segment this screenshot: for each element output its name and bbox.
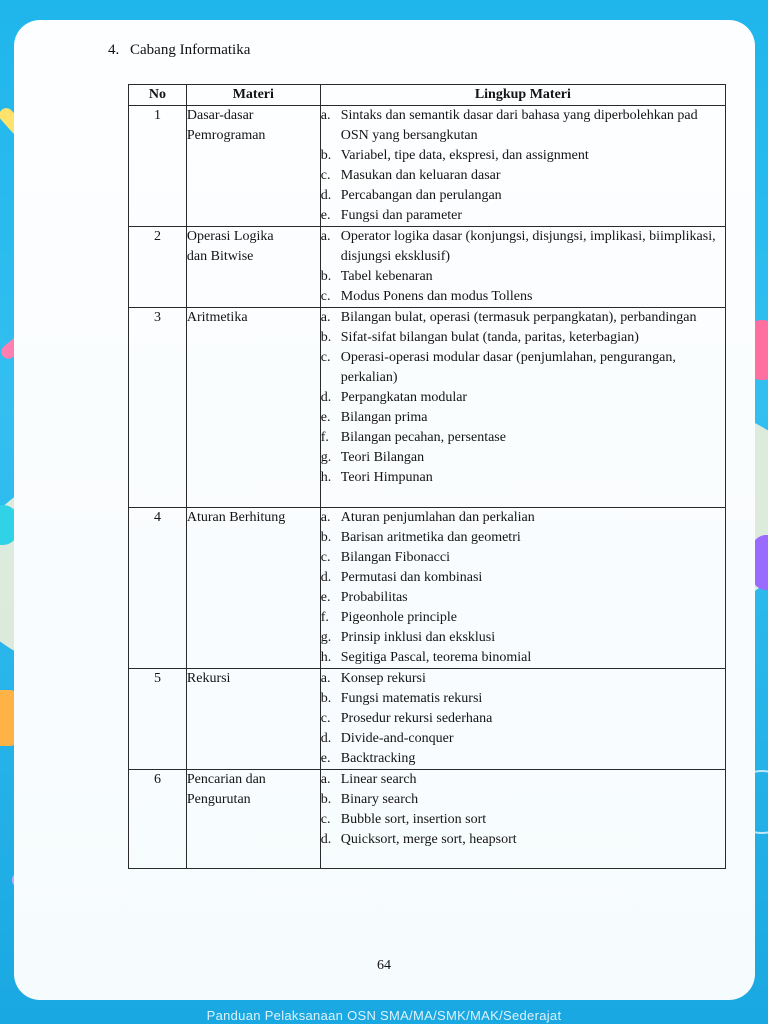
row-number: 6 — [129, 770, 187, 869]
list-text: Sifat-sifat bilangan bulat (tanda, paritas, keterbagian) — [340, 330, 639, 345]
materi-line: dan Bitwise — [186, 249, 254, 264]
table-row — [129, 770, 726, 869]
materi-cell — [186, 669, 320, 770]
materi-cell — [186, 106, 320, 227]
materi-line: Pemrograman — [186, 128, 266, 143]
materi-line: Operasi Logika — [186, 229, 274, 244]
footer-text: Panduan Pelaksanaan OSN SMA/MA/SMK/MAK/Sederajat — [206, 1008, 562, 1023]
scope-list — [321, 308, 725, 488]
list-letter: d. — [320, 570, 332, 585]
list-letter: e. — [320, 751, 331, 766]
section-number: 4. — [108, 42, 120, 58]
list-item — [321, 770, 725, 790]
list-letter: b. — [320, 792, 332, 807]
list-item — [321, 608, 725, 628]
table-header-row — [129, 85, 726, 106]
list-text: Masukan dan keluaran dasar — [340, 168, 501, 183]
scope-list — [321, 508, 725, 668]
list-letter: c. — [320, 550, 331, 565]
materi-line: Pengurutan — [186, 792, 251, 807]
list-item — [321, 206, 725, 226]
row-number: 5 — [129, 669, 187, 770]
lingkup-cell — [320, 308, 725, 508]
list-text: Bilangan Fibonacci — [340, 550, 451, 565]
list-text: Perpangkatan modular — [340, 390, 468, 405]
materi-line: Dasar-dasar — [186, 108, 254, 123]
list-letter: d. — [320, 731, 332, 746]
list-text: Permutasi dan kombinasi — [340, 570, 483, 585]
list-text: Quicksort, merge sort, heapsort — [340, 832, 517, 847]
page-number: 64 — [377, 958, 391, 973]
table-row — [129, 508, 726, 669]
list-text: Bilangan prima — [340, 410, 428, 425]
scope-list — [321, 770, 725, 850]
list-letter: a. — [320, 772, 331, 787]
list-item — [321, 548, 725, 568]
list-letter: a. — [320, 310, 331, 325]
list-letter: h. — [320, 470, 332, 485]
list-item — [321, 628, 725, 648]
list-letter: c. — [320, 711, 331, 726]
syllabus-table — [128, 84, 726, 869]
header-no: No — [129, 85, 187, 106]
list-text: Prosedur rekursi sederhana — [340, 711, 493, 726]
list-letter: e. — [320, 208, 331, 223]
list-text: Variabel, tipe data, ekspresi, dan assignment — [340, 148, 589, 163]
row-number: 2 — [129, 227, 187, 308]
list-letter: a. — [320, 229, 331, 244]
list-text: Operator logika dasar (konjungsi, disjungsi, implikasi, biimplikasi, disjungsi eksklusif) — [340, 229, 716, 264]
scope-list — [321, 106, 725, 226]
materi-line: Rekursi — [186, 671, 231, 686]
list-text: Prinsip inklusi dan eksklusi — [340, 630, 496, 645]
list-text: Fungsi matematis rekursi — [340, 691, 483, 706]
list-letter: b. — [320, 691, 332, 706]
list-item — [321, 528, 725, 548]
section-heading — [108, 42, 250, 59]
list-letter: f. — [320, 610, 329, 625]
table-row — [129, 308, 726, 508]
list-text: Tabel kebenaran — [340, 269, 433, 284]
list-item — [321, 186, 725, 206]
table-row — [129, 106, 726, 227]
list-item — [321, 348, 725, 388]
table-body — [129, 106, 726, 869]
list-letter: d. — [320, 390, 332, 405]
list-item — [321, 388, 725, 408]
list-item — [321, 428, 725, 448]
list-text: Bilangan bulat, operasi (termasuk perpangkatan), perbandingan — [340, 310, 697, 325]
list-item — [321, 146, 725, 166]
list-text: Sintaks dan semantik dasar dari bahasa yang diperbolehkan pad OSN yang bersangkutan — [340, 108, 698, 143]
list-item — [321, 830, 725, 850]
list-text: Linear search — [340, 772, 417, 787]
list-item — [321, 328, 725, 348]
list-item — [321, 648, 725, 668]
list-item — [321, 810, 725, 830]
lingkup-cell — [320, 770, 725, 869]
list-letter: h. — [320, 650, 332, 665]
list-letter: c. — [320, 168, 331, 183]
list-text: Konsep rekursi — [340, 671, 426, 686]
list-letter: e. — [320, 590, 331, 605]
materi-line: Aritmetika — [186, 310, 248, 325]
list-text: Pigeonhole principle — [340, 610, 458, 625]
list-letter: g. — [320, 450, 332, 465]
list-letter: b. — [320, 148, 332, 163]
lingkup-cell — [320, 669, 725, 770]
list-text: Operasi-operasi modular dasar (penjumlahan, pengurangan, perkalian) — [340, 350, 676, 385]
list-letter: b. — [320, 330, 332, 345]
list-text: Segitiga Pascal, teorema binomial — [340, 650, 532, 665]
materi-cell — [186, 508, 320, 669]
materi-line: Aturan Berhitung — [186, 510, 286, 525]
list-item — [321, 468, 725, 488]
list-item — [321, 689, 725, 709]
list-text: Backtracking — [340, 751, 416, 766]
table-row — [129, 227, 726, 308]
table-row — [129, 669, 726, 770]
row-number: 3 — [129, 308, 187, 508]
list-item — [321, 709, 725, 729]
materi-cell — [186, 770, 320, 869]
list-letter: c. — [320, 812, 331, 827]
scope-list — [321, 227, 725, 307]
list-letter: a. — [320, 108, 331, 123]
list-item — [321, 267, 725, 287]
list-text: Teori Himpunan — [340, 470, 433, 485]
list-text: Fungsi dan parameter — [340, 208, 463, 223]
list-item — [321, 588, 725, 608]
list-letter: d. — [320, 188, 332, 203]
header-lingkup: Lingkup Materi — [320, 85, 725, 106]
header-materi: Materi — [186, 85, 320, 106]
list-letter: e. — [320, 410, 331, 425]
list-item — [321, 729, 725, 749]
list-text: Bubble sort, insertion sort — [340, 812, 487, 827]
lingkup-cell — [320, 106, 725, 227]
list-letter: c. — [320, 350, 331, 365]
list-item — [321, 308, 725, 328]
list-text: Modus Ponens dan modus Tollens — [340, 289, 533, 304]
materi-cell — [186, 227, 320, 308]
list-letter: b. — [320, 530, 332, 545]
list-letter: c. — [320, 289, 331, 304]
list-letter: a. — [320, 510, 331, 525]
list-letter: f. — [320, 430, 329, 445]
list-letter: g. — [320, 630, 332, 645]
list-text: Binary search — [340, 792, 419, 807]
section-title: Cabang Informatika — [130, 42, 251, 58]
lingkup-cell — [320, 508, 725, 669]
row-number: 1 — [129, 106, 187, 227]
list-item — [321, 790, 725, 810]
list-letter: a. — [320, 671, 331, 686]
list-text: Probabilitas — [340, 590, 408, 605]
list-item — [321, 669, 725, 689]
list-item — [321, 568, 725, 588]
list-item — [321, 227, 725, 267]
list-text: Aturan penjumlahan dan perkalian — [340, 510, 535, 525]
list-letter: d. — [320, 832, 332, 847]
materi-line: Pencarian dan — [186, 772, 266, 787]
scope-list — [321, 669, 725, 769]
materi-cell — [186, 308, 320, 508]
list-text: Teori Bilangan — [340, 450, 425, 465]
list-text: Percabangan dan perulangan — [340, 188, 502, 203]
list-text: Barisan aritmetika dan geometri — [340, 530, 521, 545]
list-text: Divide-and-conquer — [340, 731, 454, 746]
list-item — [321, 408, 725, 428]
list-item — [321, 166, 725, 186]
lingkup-cell — [320, 227, 725, 308]
list-item — [321, 508, 725, 528]
list-item — [321, 448, 725, 468]
row-number: 4 — [129, 508, 187, 669]
list-text: Bilangan pecahan, persentase — [340, 430, 506, 445]
list-item — [321, 287, 725, 307]
list-item — [321, 749, 725, 769]
list-letter: b. — [320, 269, 332, 284]
list-item — [321, 106, 725, 146]
